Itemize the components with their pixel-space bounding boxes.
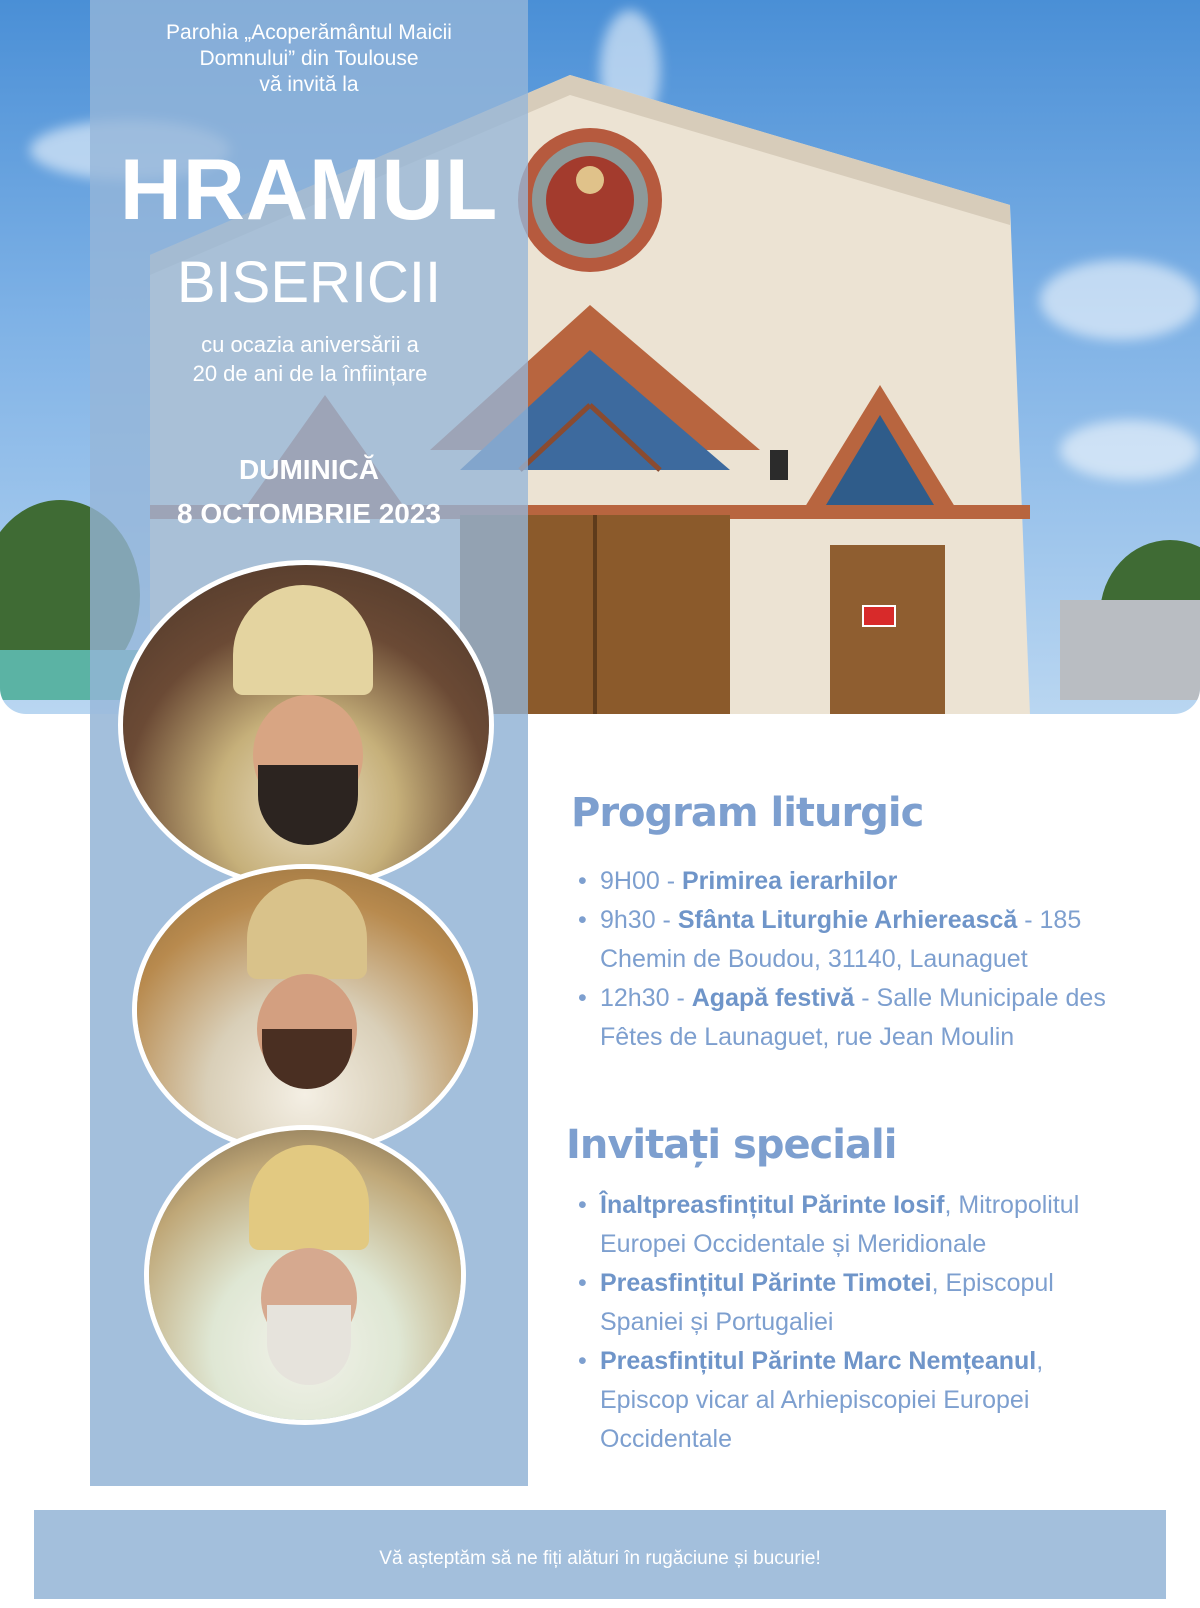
program-item: • 9h30 - Sfânta Liturghie Arhierească - 185 Chemin de Boudou, 31140, Launaguet [572,901,1132,979]
intro-line: vă invită la [259,73,359,96]
guest-item: • Preasfințitul Părinte Timotei, Episcopul Spaniei și Portugaliei [572,1264,1112,1342]
intro-line: Domnului” din Toulouse [199,47,419,70]
footer-banner: Vă așteptăm să ne fiți alături în rugăciune și bucurie! [34,1510,1166,1599]
event-subtitle: BISERICII [176,250,442,315]
event-date [90,448,528,536]
cloud [1060,420,1200,480]
occasion-line: cu ocazia aniversării a [201,332,419,357]
program-item: • 12h30 - Agapă festivă - Salle Municipale des Fêtes de Launaguet, rue Jean Moulin [572,979,1132,1057]
date-day: DUMINICĂ [239,454,379,485]
intro-line: Parohia „Acoperământul Maicii [166,21,452,44]
occasion-text [110,330,510,388]
guest-item: • Înaltpreasfințitul Părinte Iosif, Mitropolitul Europei Occidentale și Meridionale [572,1186,1112,1264]
date-full: 8 OCTOMBRIE 2023 [176,498,442,529]
guest-item: • Preasfințitul Părinte Marc Nemțeanul, Episcop vicar al Arhiepiscopiei Europei Occidentale [572,1342,1112,1459]
occasion-line: 20 de ani de la înființare [192,361,428,386]
program-list [572,862,1132,1057]
portrait-bishop-marc [144,1125,466,1425]
program-item: • 9H00 - Primirea ierarhilor [572,862,1132,901]
event-title: HRAMUL [119,142,499,238]
program-title: Program liturgic [571,790,924,836]
guests-list [572,1186,1112,1459]
portrait-bishop-timotei [132,864,478,1156]
shed [1060,600,1200,700]
portrait-metropolitan-iosif [118,560,494,890]
invitation-intro [90,20,528,98]
guests-title: Invitați speciali [566,1122,897,1168]
